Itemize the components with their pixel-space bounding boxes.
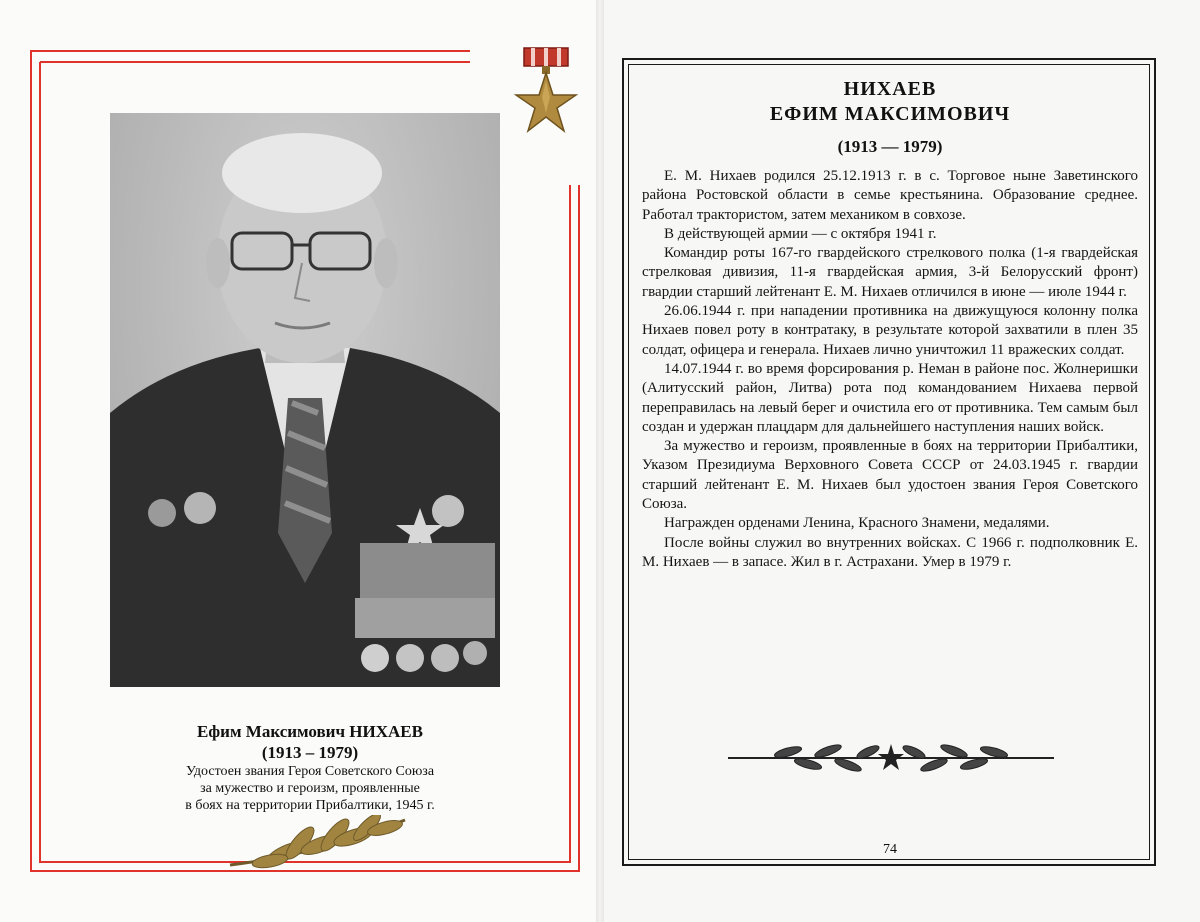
bio-paragraph: 14.07.1944 г. во время форсирования р. Неман в районе пос. Жолнеришки (Алитусский район, Литва) рота под командованием Нихаева первой переправилась на левый берег и очистила его от противника. Тем самым был создан и удержан плацдарм для дальнейшего наступления наших войск. bbox=[642, 360, 1138, 435]
hero-gold-star-icon bbox=[514, 45, 578, 145]
bio-paragraph: Е. М. Нихаев родился 25.12.1913 г. в с. Торговое ныне Заветинского района Ростовской области в семье крестьянина. Образование среднее. Работал трактористом, затем механиком в совхозе. bbox=[642, 168, 1138, 223]
caption-line-1: Удостоен звания Героя Советского Союза bbox=[185, 764, 435, 779]
caption-line-2: за мужество и героизм, проявленные bbox=[200, 781, 420, 796]
bio-paragraph: Командир роты 167-го гвардейского стрелкового полка (1-я гвардейская стрелковая дивизия, 11-я гвардейская армия, 3-й Белорусский фронт) гвардии старший лейтенант Е. М. Нихаев отличился в июне — июле 1944 г. bbox=[642, 245, 1138, 300]
caption-name: Ефим Максимович НИХАЕВ bbox=[197, 722, 423, 741]
book-gutter bbox=[596, 0, 604, 922]
bio-paragraph: За мужество и героизм, проявленные в боях на территории Прибалтики, Указом Президиума Верховного Совета СССР от 24.03.1945 г. гвардии старший лейтенант Е. М. Нихаев был удостоен звания Героя Советского Союза. bbox=[642, 438, 1138, 513]
biography-text bbox=[642, 167, 1138, 572]
portrait-photo bbox=[110, 113, 500, 687]
bio-paragraph: Награжден орденами Ленина, Красного Знамени, медалями. bbox=[664, 515, 1050, 532]
laurel-star-ornament-icon bbox=[728, 738, 1054, 778]
photo-caption bbox=[120, 722, 500, 814]
bio-paragraph: 26.06.1944 г. при нападении противника на движущуюся колонну полка Нихаев повел роту в контратаку, в результате которой захватили в плен 35 солдат, офицера и генерала. Нихаев лично уничтожил 11 вражеских солдат. bbox=[642, 303, 1138, 358]
caption-line-3: в боях на территории Прибалтики, 1945 г. bbox=[185, 798, 435, 813]
title-surname: НИХАЕВ bbox=[843, 78, 937, 100]
page-number: 74 bbox=[883, 842, 897, 857]
bio-paragraph: После войны служил во внутренних войсках. С 1966 г. подполковник Е. М. Нихаев — в запасе. Жил в г. Астрахани. Умер в 1979 г. bbox=[642, 534, 1138, 570]
laurel-branch-icon bbox=[225, 815, 410, 875]
title-names: ЕФИМ МАКСИМОВИЧ bbox=[769, 103, 1011, 125]
caption-years: (1913 – 1979) bbox=[261, 743, 359, 762]
title-years: (1913 — 1979) bbox=[837, 137, 943, 156]
bio-paragraph: В действующей армии — с октября 1941 г. bbox=[664, 225, 937, 242]
